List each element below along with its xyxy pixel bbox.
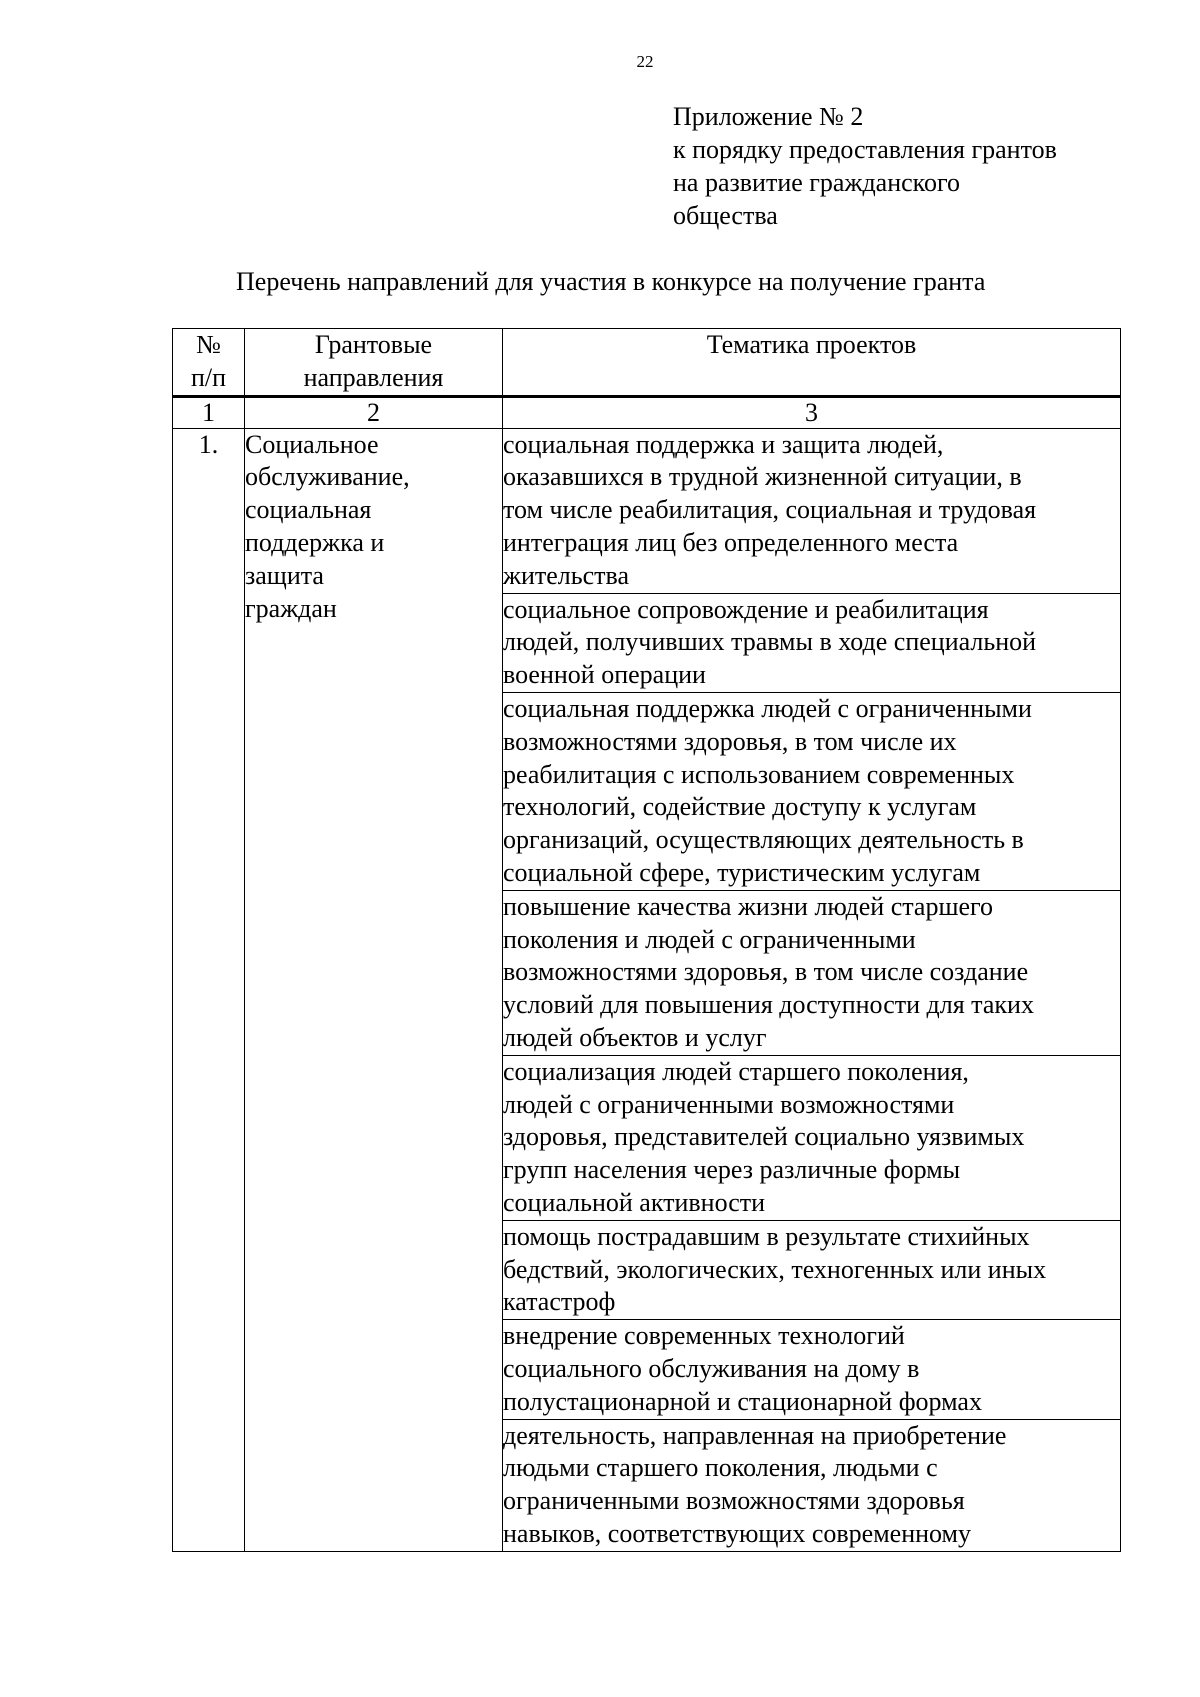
topic-line: социальная поддержка и защита людей,	[503, 429, 944, 459]
table-header-row	[173, 329, 1121, 397]
topic-line: поколения и людей с ограниченными	[503, 924, 916, 954]
topic-line: помощь пострадавшим в результате стихийных	[503, 1221, 1030, 1251]
appendix-line: Приложение № 2	[673, 102, 864, 131]
topic-line: интеграция лиц без определенного места	[503, 527, 959, 557]
topic-line: социального обслуживания на дому в	[503, 1353, 920, 1383]
topic-line: социальной сфере, туристическим услугам	[503, 857, 981, 887]
project-topic	[503, 1220, 1121, 1319]
project-topic	[503, 1055, 1121, 1220]
header-topics	[503, 329, 1121, 397]
topic-line: групп населения через различные формы	[503, 1155, 961, 1185]
header-line: Тематика проектов	[706, 330, 917, 359]
topic-line: внедрение современных технологий	[503, 1321, 905, 1351]
topic-line: том числе реабилитация, социальная и трудовая	[503, 495, 1037, 525]
header-line: Грантовые	[314, 330, 433, 359]
direction-line: социальная	[245, 495, 372, 525]
topic-line: людьми старшего поколения, людьми с	[503, 1453, 938, 1483]
topic-line: ограниченными возможностями здоровья	[503, 1486, 965, 1516]
topic-line: бедствий, экологических, техногенных или иных	[503, 1254, 1047, 1284]
topic-line: навыков, соответствующих современному	[503, 1518, 971, 1548]
header-line: №	[196, 330, 221, 359]
topic-line: условий для повышения доступности для таких	[503, 990, 1034, 1020]
appendix-line: общества	[673, 201, 778, 230]
column-number: 2	[245, 396, 503, 428]
table-row	[173, 428, 1121, 593]
direction-line: Социальное	[245, 429, 379, 459]
direction-line: граждан	[245, 593, 337, 623]
topic-line: реабилитация с использованием современных	[503, 759, 1015, 789]
column-number-row	[173, 396, 1121, 428]
direction-line: защита	[245, 560, 324, 590]
header-direction	[245, 329, 503, 397]
topic-line: здоровья, представителей социально уязвимых	[503, 1122, 1025, 1152]
header-line: направления	[303, 362, 444, 392]
topic-line: людей, получивших травмы в ходе специальной	[503, 627, 1037, 657]
topic-line: социальная поддержка людей с ограниченными	[503, 693, 1032, 723]
column-number: 1	[173, 396, 245, 428]
direction-line: поддержка и	[245, 527, 385, 557]
topic-line: социальной активности	[503, 1187, 766, 1217]
header-line: п/п	[190, 362, 227, 392]
page-number: 22	[636, 52, 654, 71]
project-topic	[503, 890, 1121, 1055]
column-number: 3	[503, 396, 1121, 428]
topic-line: организаций, осуществляющих деятельность в	[503, 825, 1024, 855]
project-topic	[503, 593, 1121, 692]
project-topic	[503, 1320, 1121, 1419]
project-topic	[503, 692, 1121, 890]
topic-line: людей с ограниченными возможностями	[503, 1089, 955, 1119]
topic-line: полустационарной и стационарной формах	[503, 1386, 982, 1416]
grant-direction	[245, 428, 503, 1551]
grants-table	[172, 328, 1121, 1552]
topic-line: военной операции	[503, 660, 706, 690]
topic-line: технологий, содействие доступу к услугам	[503, 792, 977, 822]
project-topic	[503, 1419, 1121, 1551]
topic-line: социальное сопровождение и реабилитация	[503, 594, 989, 624]
topic-line: возможностями здоровья, в том числе их	[503, 726, 957, 756]
topic-line: людей объектов и услуг	[503, 1022, 767, 1052]
project-topic	[503, 428, 1121, 593]
topic-line: повышение качества жизни людей старшего	[503, 891, 994, 921]
topic-line: деятельность, направленная на приобретение	[503, 1420, 1007, 1450]
topic-line: социализация людей старшего поколения,	[503, 1056, 969, 1086]
appendix-header	[673, 100, 1057, 232]
header-number	[173, 329, 245, 397]
appendix-line: на развитие гражданского	[673, 168, 960, 197]
topic-line: оказавшихся в трудной жизненной ситуации, в	[503, 462, 1022, 492]
topic-line: возможностями здоровья, в том числе создание	[503, 957, 1029, 987]
topic-line: катастроф	[503, 1287, 616, 1317]
appendix-line: к порядку предоставления грантов	[673, 135, 1057, 164]
topic-line: жительства	[503, 560, 629, 590]
document-title: Перечень направлений для участия в конкурсе на получение гранта	[236, 267, 986, 296]
row-number: 1.	[173, 428, 245, 1551]
direction-line: обслуживание,	[245, 462, 410, 492]
